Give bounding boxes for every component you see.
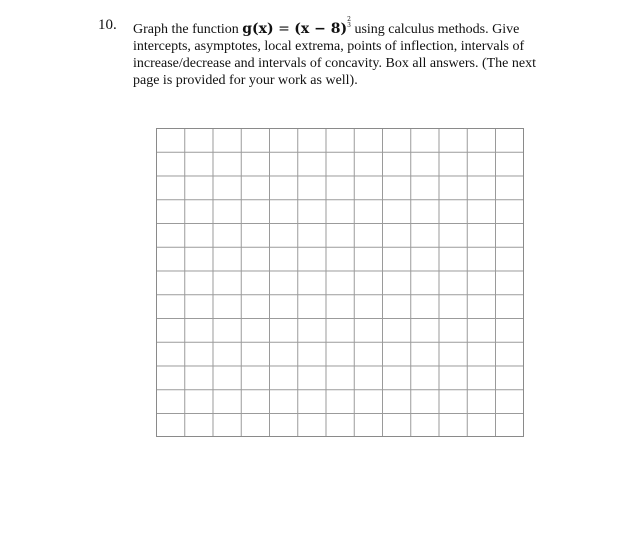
equals-sign: = xyxy=(273,21,295,37)
exponent-denominator: 3 xyxy=(347,22,351,29)
graph-grid[interactable] xyxy=(156,128,524,437)
problem-text-instructions: using calculus methods. Give intercepts, asymptotes, local extrema, points of inflection, intervals of increase/decrease and intervals of concavity. Box all answers. (The next page is provided for your work as well). xyxy=(133,22,536,88)
function-lhs: g(x) xyxy=(242,21,274,37)
function-base: (x − 8) xyxy=(294,21,348,37)
problem-number: 10. xyxy=(98,17,117,33)
problem-text-intro: Graph the function xyxy=(133,22,243,37)
problem-statement xyxy=(133,17,553,89)
exponent-numerator: 2 xyxy=(347,16,351,23)
function-definition xyxy=(242,16,351,37)
